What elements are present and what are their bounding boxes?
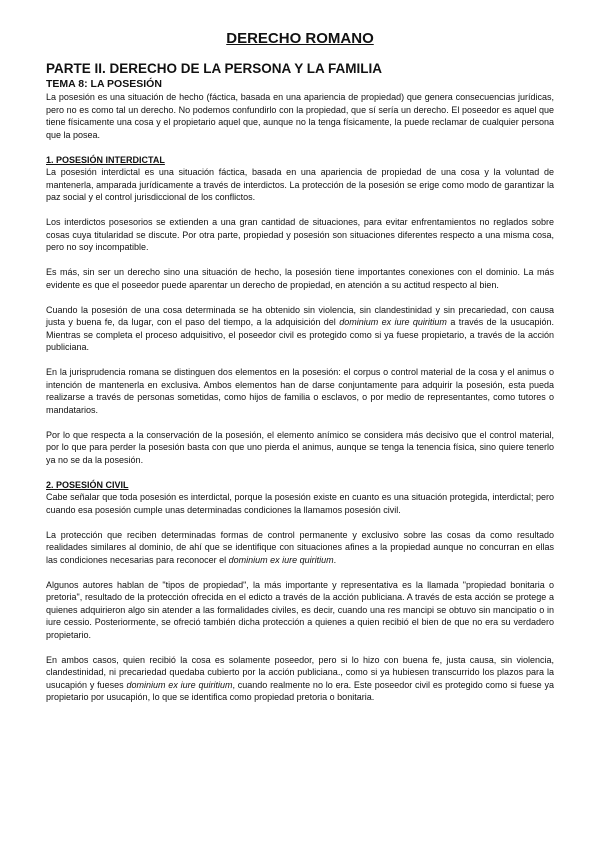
text-run: Cuando la posesión de una cosa determinada se ha obtenido sin violencia, sin clandestinidad y sin precariedad, con causa justa y buena fe, da lugar, con el paso del tiempo, a la adquisición del bbox=[46, 304, 554, 327]
latin-term: dominium ex iure quiritium bbox=[228, 554, 334, 565]
latin-term: dominium ex iure quiritium bbox=[126, 679, 233, 690]
text-run: La protección que reciben determinadas formas de control permanente y exclusivo sobre las cosas da como resultado realidades similares al dominio, de ahí que se identifique con situaciones afines a la propiedad aunque no concurran en ellas las condiciones necesarias para reconocer el bbox=[46, 529, 554, 565]
text-run: a través de la usucapión. Mientras se completa el proceso adquisitivo, el poseedor civil es protegido como si ya fuese propietario, a través de la acción publiciana. bbox=[46, 317, 554, 352]
paragraph: Los interdictos posesorios se extienden a una gran cantidad de situaciones, para evitar enfrentamientos no reglados sobre cosas cuya titularidad se discute. Por otra parte, propiedad y posesión son situaciones diferentes respecto a una misma cosa, pero no soy incompatible. bbox=[46, 217, 554, 252]
paragraph: Algunos autores hablan de "tipos de propiedad", la más importante y representativa es la llamada "propiedad bonitaria o pretoria", resultado de la protección ofrecida en el edicto a través de la acción publiciana. A través de esta acción se protege a quienes adquirieron algo sin atender a las formalidades civiles, es decir, cuando una res mancipi se obtuvo sin mancipatio o in iure cessio. Posteriormente, se ofreció también dicha protección a quienes a quien recibió el bien de que no era su verdadero propietario. bbox=[46, 579, 554, 640]
tema-title: TEMA 8: LA POSESIÓN bbox=[46, 78, 162, 90]
part-title: PARTE II. DERECHO DE LA PERSONA Y LA FAMILIA bbox=[46, 61, 383, 76]
paragraph bbox=[46, 529, 554, 567]
text-run: En ambos casos, quien recibió la cosa es solamente poseedor, pero si lo hizo con buena fe, justa causa, sin violencia, clandestinidad, ni precariedad quedaba cubierto por la acción publiciana., como si ya hubiesen transcurrido los plazos para la usucapión y fueses bbox=[46, 654, 554, 690]
intro-paragraph: La posesión es una situación de hecho (fáctica, basada en una apariencia de propiedad) que genera consecuencias jurídicas, pero no es como tal un derecho. No podemos confundirlo con la propiedad, que sí sería un derecho. El poseedor es aquel que tiene físicamente una cosa y el propietario aquel que, aunque no la tenga físicamente, la puede reclamar de cualquier persona que la posea. bbox=[46, 92, 554, 140]
section-heading-interdictal: 1. POSESIÓN INTERDICTAL bbox=[46, 154, 165, 165]
text-run: . bbox=[333, 554, 337, 565]
paragraph bbox=[46, 654, 554, 704]
paragraph bbox=[46, 304, 554, 354]
document-title: DERECHO ROMANO bbox=[226, 30, 374, 47]
paragraph: Por lo que respecta a la conservación de la posesión, el elemento anímico se considera más decisivo que el control material, por lo que para perder la posesión basta con que uno pierda el animus, aunque se tenga la tenencia física, sino quiere tenerlo ya no se da la posesión. bbox=[46, 429, 554, 465]
paragraph: En la jurisprudencia romana se distinguen dos elementos en la posesión: el corpus o control material de la cosa y el animus o intención de mantenerla en exclusiva. Ambos elementos han de darse conjuntamente para adquirir la posesión, esta pueda realizarse a través de personas sometidas, como hijos de familia o esclavos, o por medio de representantes, como tutores o mandatarios. bbox=[46, 367, 554, 415]
paragraph: Es más, sin ser un derecho sino una situación de hecho, la posesión tiene importantes conexiones con el dominio. La más evidente es que el poseedor puede aparentar un derecho de propiedad, en atención a su actitud respecto al bien. bbox=[46, 267, 554, 290]
text-run: , cuando realmente no lo era. Este poseedor civil es protegido como si fuese ya propietario por usucapión, lo que se identifica como propiedad pretoria o bonitaria. bbox=[46, 679, 554, 702]
latin-term: dominium ex iure quiritium bbox=[339, 317, 447, 327]
paragraph: Cabe señalar que toda posesión es interdictal, porque la posesión existe en cuanto es una situación protegida, interdictal; pero cuando esa posesión cumple unas determinadas condiciones la llamamos posesión civil. bbox=[46, 492, 554, 515]
paragraph: La posesión interdictal es una situación fáctica, basada en una apariencia de propiedad de una cosa y la voluntad de mantenerla, amparada jurídicamente a través de interdictos. La protección de la posesión se erige como modo de garantizar la paz social y el control jurisdiccional de los conflictos. bbox=[46, 167, 554, 202]
section-heading-civil: 2. POSESIÓN CIVIL bbox=[46, 479, 129, 490]
